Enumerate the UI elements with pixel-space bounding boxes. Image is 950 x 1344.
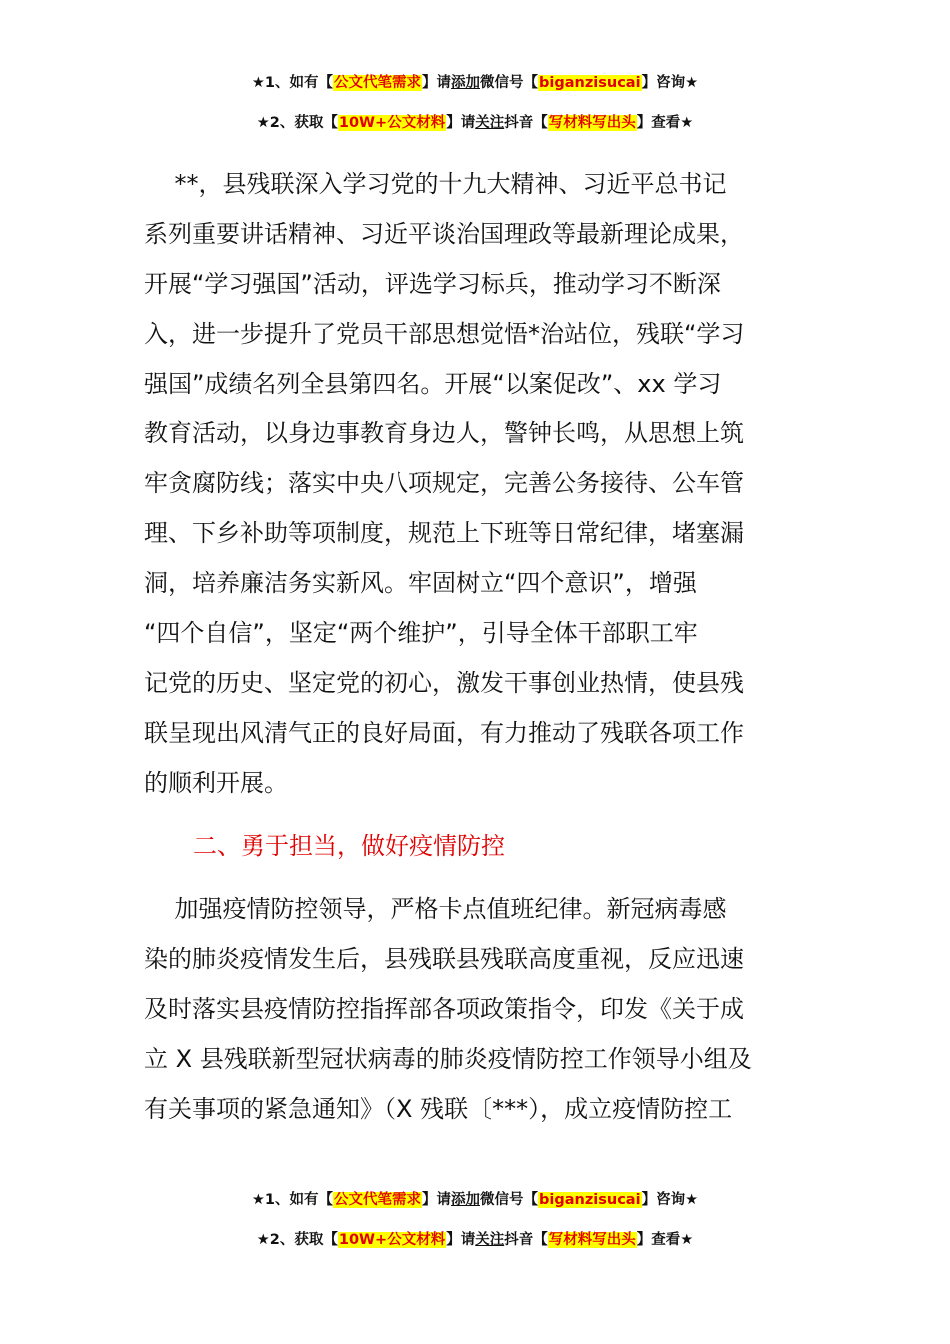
promo-highlight: 写材料写出头 bbox=[548, 115, 636, 131]
promo-text: 】查看★ bbox=[636, 115, 694, 131]
promo-text: 微信号【 bbox=[480, 1192, 539, 1208]
promo-text: 抖音【 bbox=[504, 115, 548, 131]
paragraph-line: 联呈现出风清气正的良好局面，有力推动了残联各项工作 bbox=[144, 718, 744, 747]
promo-underline: 关注 bbox=[475, 1232, 505, 1248]
paragraph-2 bbox=[144, 885, 808, 1134]
promo-line-1-bottom bbox=[0, 1188, 950, 1209]
paragraph-line: 的顺利开展。 bbox=[144, 768, 288, 797]
paragraph-line: 入，进一步提升了党员干部思想觉悟*治站位，残联“学习 bbox=[144, 319, 745, 348]
promo-line-2-top bbox=[0, 111, 950, 132]
paragraph-line: 教育活动，以身边事教育身边人，警钟长鸣，从思想上筑 bbox=[144, 419, 744, 448]
paragraph-line: 加强疫情防控领导，严格卡点值班纪律。新冠病毒感 bbox=[144, 895, 727, 923]
paragraph-line: 染的肺炎疫情发生后，县残联县残联高度重视，反应迅速 bbox=[144, 944, 744, 973]
promo-highlight: 10W+公文材料 bbox=[338, 1232, 446, 1248]
promo-text: 】请 bbox=[422, 1192, 452, 1208]
promo-underline: 关注 bbox=[475, 115, 505, 131]
promo-text: ★1、如有【 bbox=[251, 1192, 334, 1208]
promo-underline: 添加 bbox=[451, 75, 481, 91]
promo-highlight: 10W+公文材料 bbox=[338, 115, 446, 131]
promo-highlight: biganzisucai bbox=[539, 75, 641, 91]
promo-text: 微信号【 bbox=[480, 75, 539, 91]
promo-underline: 添加 bbox=[451, 1192, 481, 1208]
paragraph-line: 有关事项的紧急通知》（X 残联〔***），成立疫情防控工 bbox=[144, 1094, 733, 1123]
paragraph-line: 牢贪腐防线；落实中央八项规定，完善公务接待、公车管 bbox=[144, 469, 744, 498]
promo-text: ★2、获取【 bbox=[256, 1232, 338, 1248]
paragraph-line: **，县残联深入学习党的十九大精神、习近平总书记 bbox=[144, 170, 727, 198]
promo-highlight: 公文代笔需求 bbox=[334, 1192, 422, 1208]
paragraph-line: “四个自信”，坚定“两个维护”，引导全体干部职工牢 bbox=[144, 619, 698, 648]
promo-text: ★2、获取【 bbox=[256, 115, 338, 131]
paragraph-line: 开展“学习强国”活动，评选学习标兵，推动学习不断深 bbox=[144, 269, 721, 298]
section-heading: 二、勇于担当，做好疫情防控 bbox=[193, 832, 505, 860]
promo-text: 】咨询★ bbox=[641, 75, 699, 91]
promo-line-2-bottom bbox=[0, 1228, 950, 1249]
paragraph-line: 洞，培养廉洁务实新风。牢固树立“四个意识”，增强 bbox=[144, 569, 697, 598]
paragraph-line: 记党的历史、坚定党的初心，激发干事创业热情，使县残 bbox=[144, 668, 744, 697]
paragraph-line: 及时落实县疫情防控指挥部各项政策指令，印发《关于成 bbox=[144, 994, 744, 1023]
promo-highlight: biganzisucai bbox=[539, 1192, 641, 1208]
paragraph-line: 强国”成绩名列全县第四名。开展“以案促改”、xx 学习 bbox=[144, 369, 722, 398]
promo-text: 】请 bbox=[446, 115, 476, 131]
promo-line-1-top bbox=[0, 71, 950, 92]
promo-text: 】咨询★ bbox=[641, 1192, 699, 1208]
promo-text: 】查看★ bbox=[636, 1232, 694, 1248]
paragraph-1 bbox=[144, 160, 808, 809]
paragraph-line: 系列重要讲话精神、习近平谈治国理政等最新理论成果， bbox=[144, 219, 744, 248]
promo-highlight: 写材料写出头 bbox=[548, 1232, 636, 1248]
promo-text: 抖音【 bbox=[504, 1232, 548, 1248]
promo-text: 】请 bbox=[446, 1232, 476, 1248]
paragraph-line: 理、下乡补助等项制度，规范上下班等日常纪律，堵塞漏 bbox=[144, 519, 744, 548]
promo-text: ★1、如有【 bbox=[251, 75, 334, 91]
promo-highlight: 公文代笔需求 bbox=[334, 75, 422, 91]
promo-text: 】请 bbox=[422, 75, 452, 91]
paragraph-line: 立 X 县残联新型冠状病毒的肺炎疫情防控工作领导小组及 bbox=[144, 1044, 752, 1073]
